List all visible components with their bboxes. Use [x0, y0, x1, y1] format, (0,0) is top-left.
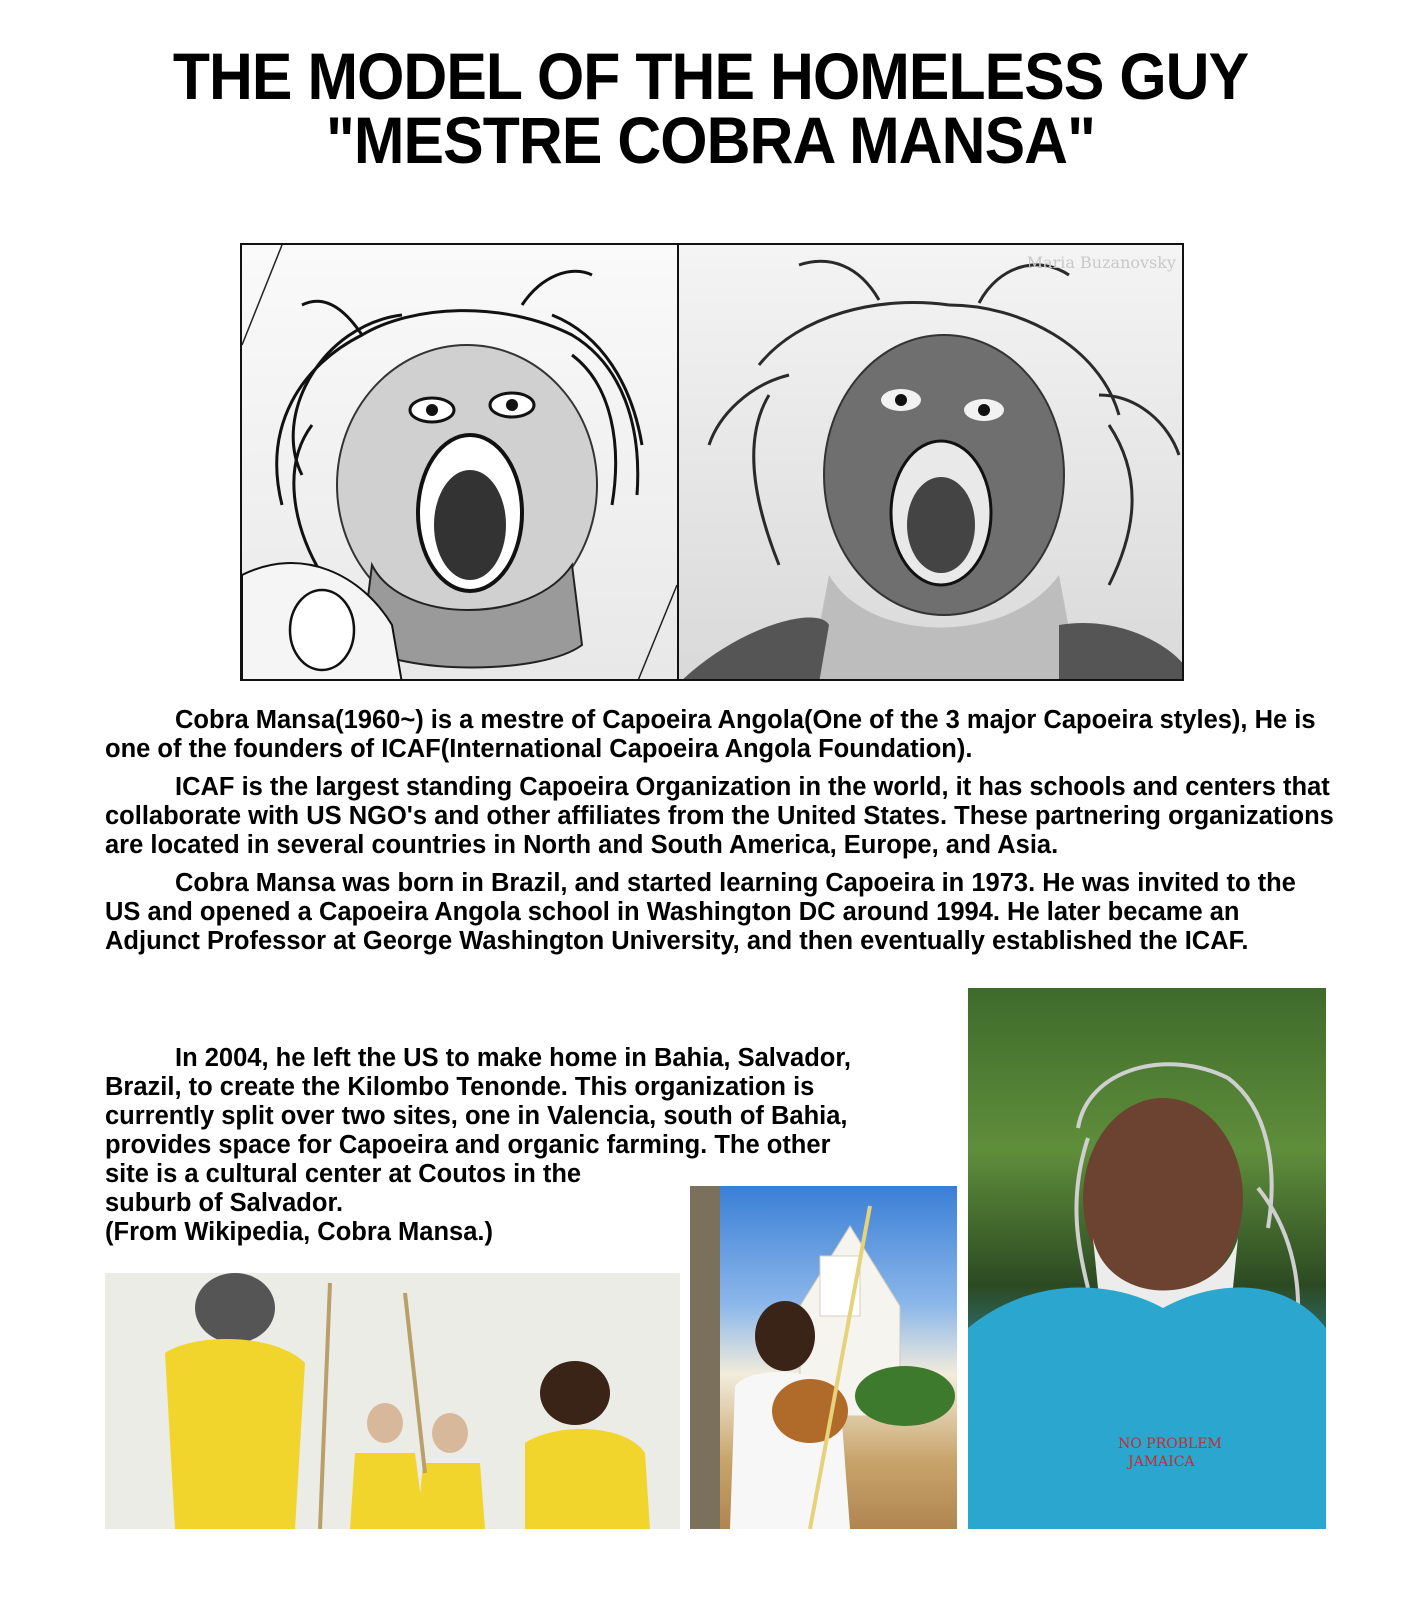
paragraph-4-line: provides space for Capoeira and organic farming. The other [105, 1131, 831, 1159]
manga-sketch-panel [242, 245, 677, 679]
paragraph-3: Cobra Mansa was born in Brazil, and started learning Capoeira in 1973. He was invited to the US and opened a Capoeira Angola school in Washington DC around 1994. He later became an Adjunct Professor at George Washington University, and then eventually established the ICAF. [105, 869, 1296, 955]
article-body [105, 706, 1335, 965]
shirt-text-top: NO PROBLEM [1118, 1436, 1222, 1452]
paragraph-4-line: suburb of Salvador. [105, 1189, 344, 1217]
reference-photo-panel [679, 245, 1184, 679]
paragraph-4-line: In 2004, he left the US to make home in Bahia, Salvador, [175, 1044, 851, 1072]
paragraph-2: ICAF is the largest standing Capoeira Organization in the world, it has schools and centers that collaborate with US NGO's and other affiliates from the United States. These partnering organizations are located in several countries in North and South America, Europe, and Asia. [105, 773, 1334, 859]
capoeira-roda-illustration [105, 1273, 680, 1529]
source-citation: (From Wikipedia, Cobra Mansa.) [105, 1218, 493, 1246]
portrait-illustration [968, 988, 1326, 1529]
paragraph-4-line: currently split over two sites, one in Valencia, south of Bahia, [105, 1102, 848, 1130]
reference-photo-illustration [679, 245, 1184, 679]
shirt-text-bottom: JAMAICA [1128, 1454, 1195, 1470]
capoeira-roda-photo [105, 1273, 680, 1529]
title-line-1: THE MODEL OF THE HOMELESS GUY [172, 39, 1249, 113]
paragraph-4-line: site is a cultural center at Coutos in the [105, 1160, 582, 1188]
manga-sketch-illustration [242, 245, 677, 679]
photographer-watermark: Maria Buzanovsky [1026, 253, 1176, 272]
page-title [57, 39, 1364, 177]
church-illustration [690, 1186, 957, 1529]
portrait-photo [968, 988, 1326, 1529]
paragraph-1: Cobra Mansa(1960~) is a mestre of Capoeira Angola(One of the 3 major Capoeira styles), He is one of the founders of ICAF(International Capoeira Angola Foundation). [105, 706, 1316, 763]
paragraph-4-line: Brazil, to create the Kilombo Tenonde. This organization is [105, 1073, 815, 1101]
comparison-frame [240, 243, 1184, 681]
church-photo [690, 1186, 957, 1529]
title-line-2: "MESTRE COBRA MANSA" [326, 103, 1095, 177]
